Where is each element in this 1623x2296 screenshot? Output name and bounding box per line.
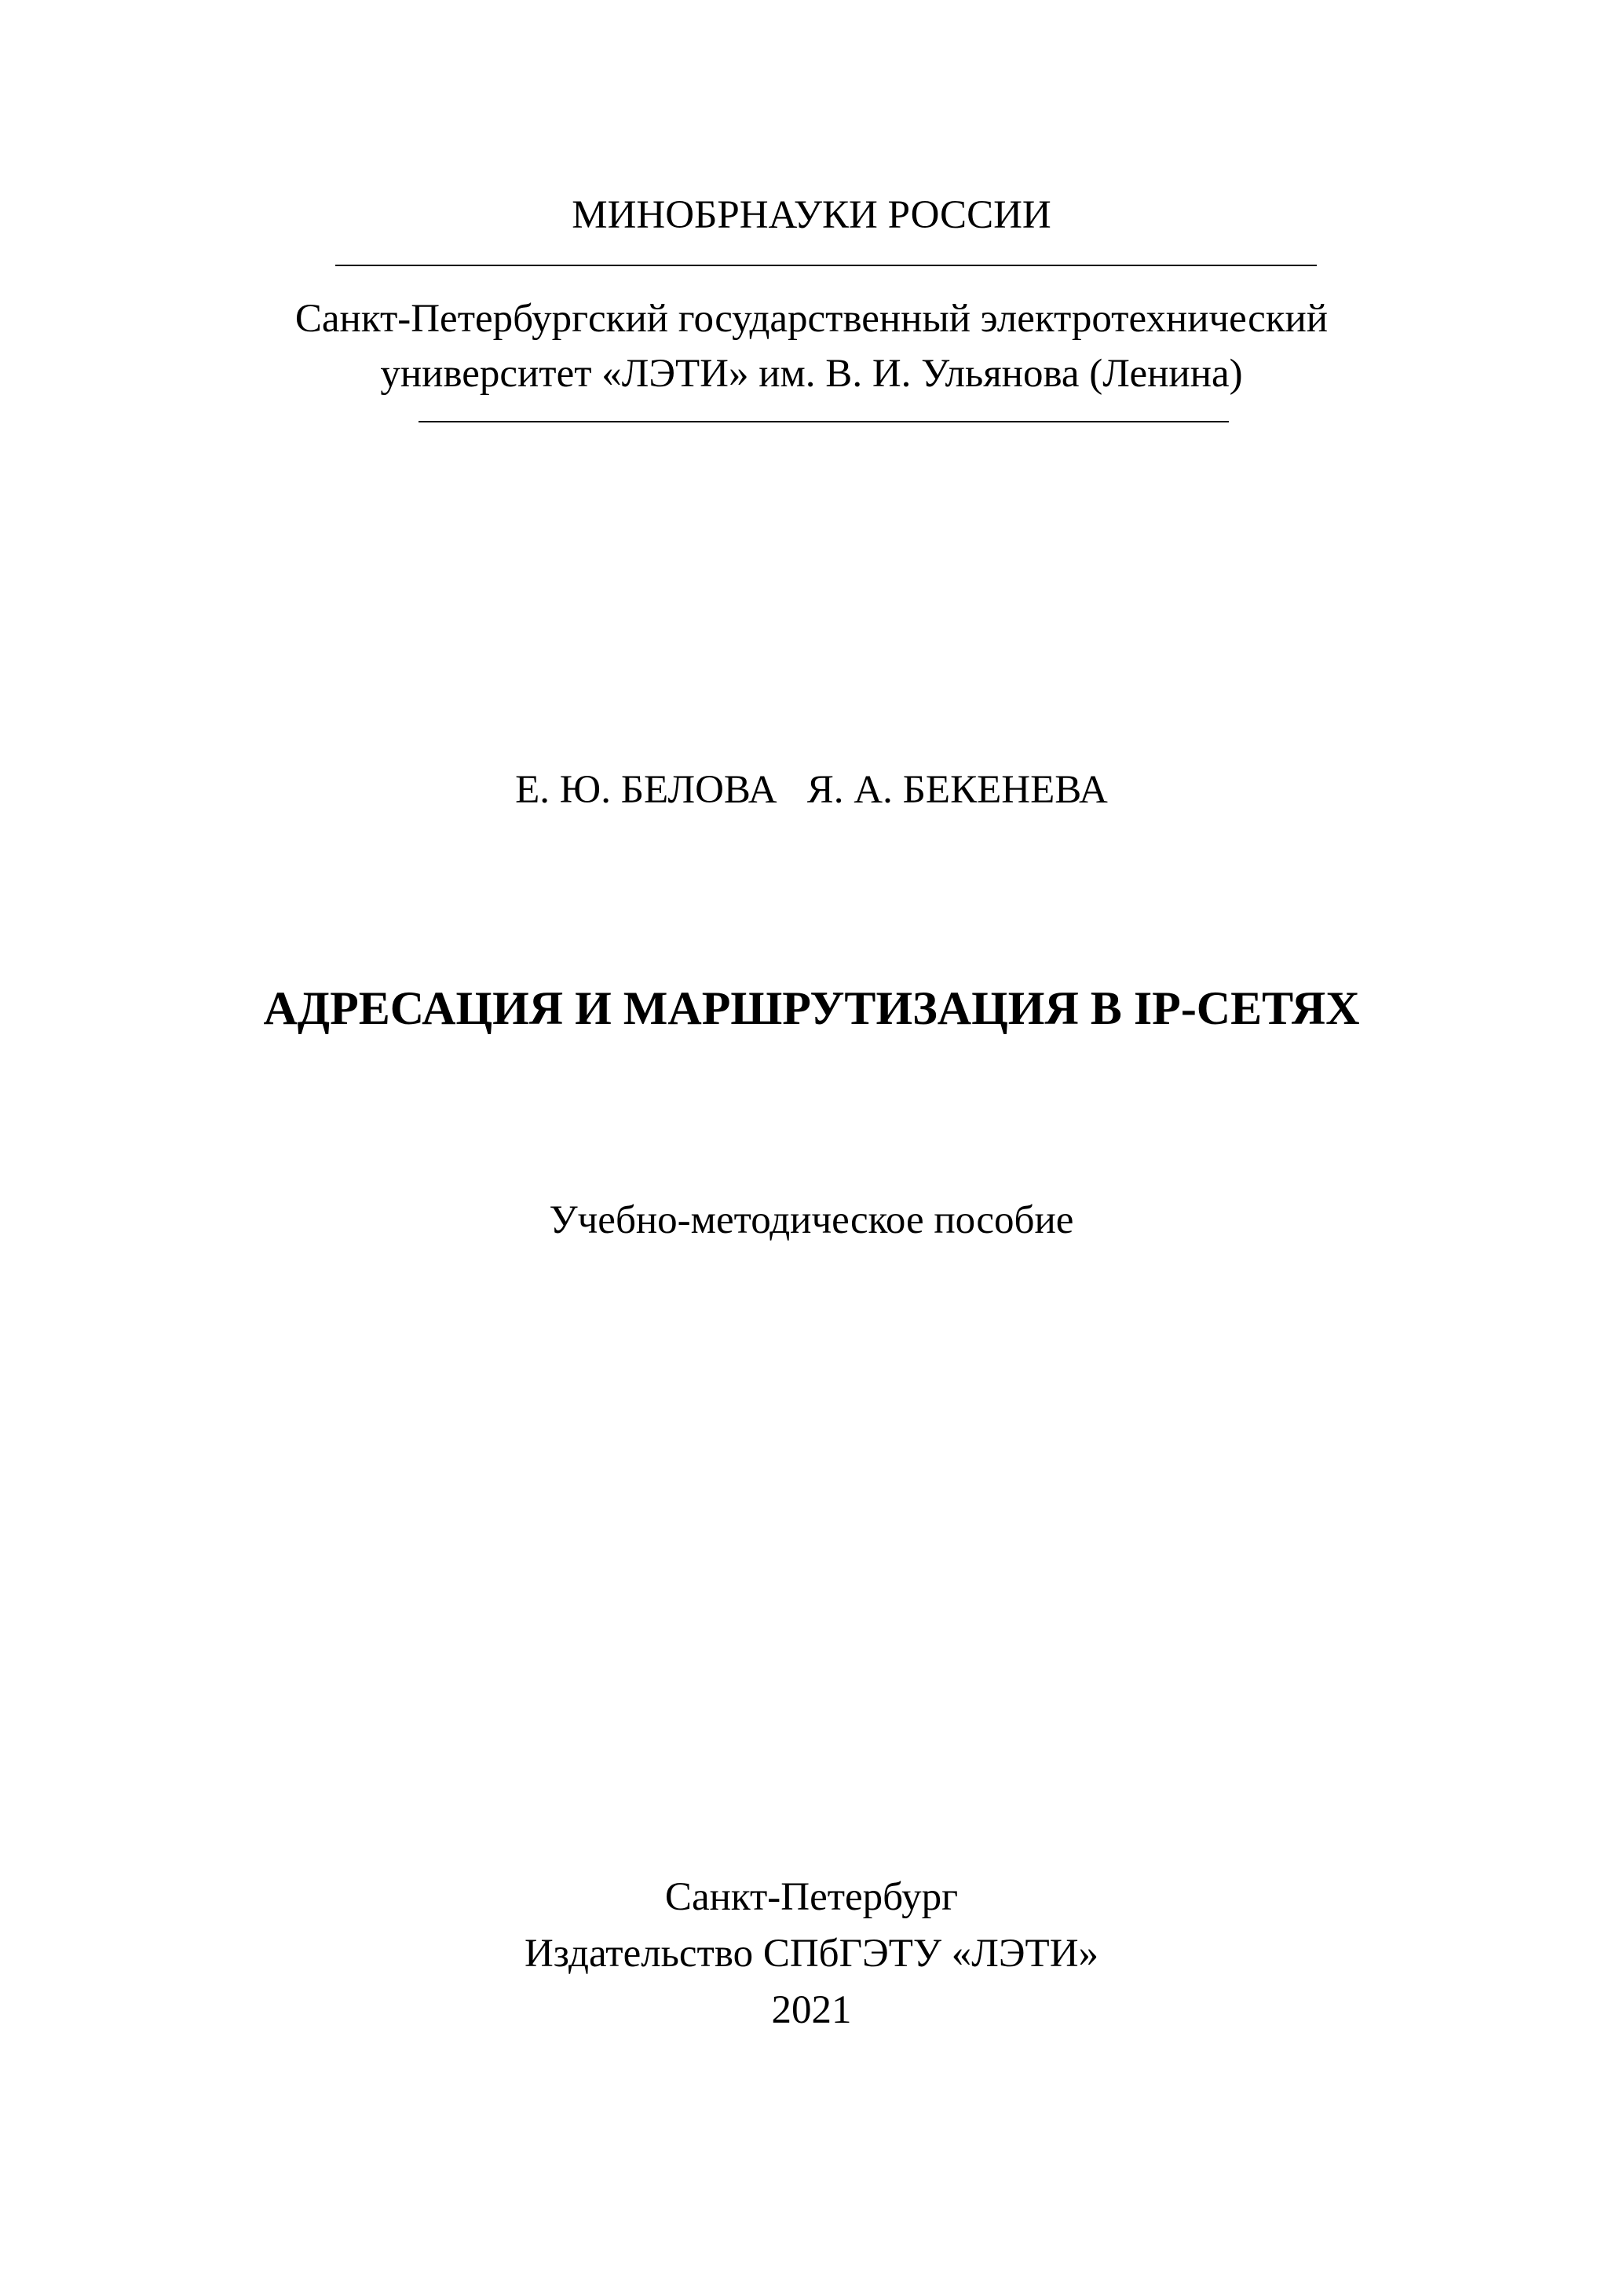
- imprint-year: 2021: [771, 1988, 852, 2032]
- document-subtitle: Учебно-методическое пособие: [549, 1198, 1074, 1242]
- ministry-name: МИНОБРНАУКИ РОССИИ: [572, 193, 1051, 237]
- header-rule-top: [335, 265, 1317, 266]
- university-name-line2: университет «ЛЭТИ» им. В. И. Ульянова (Ленина): [380, 352, 1243, 396]
- document-title: АДРЕСАЦИЯ И МАРШРУТИЗАЦИЯ В IP-СЕТЯХ: [263, 982, 1360, 1034]
- header-rule-bottom: [419, 421, 1229, 422]
- authors: Е. Ю. БЕЛОВА Я. А. БЕКЕНЕВА: [515, 768, 1108, 812]
- university-name-line1: Санкт-Петербургский государственный электротехнический: [294, 297, 1329, 341]
- imprint-publisher: Издательство СПбГЭТУ «ЛЭТИ»: [524, 1932, 1099, 1976]
- imprint-city: Санкт-Петербург: [664, 1875, 959, 1919]
